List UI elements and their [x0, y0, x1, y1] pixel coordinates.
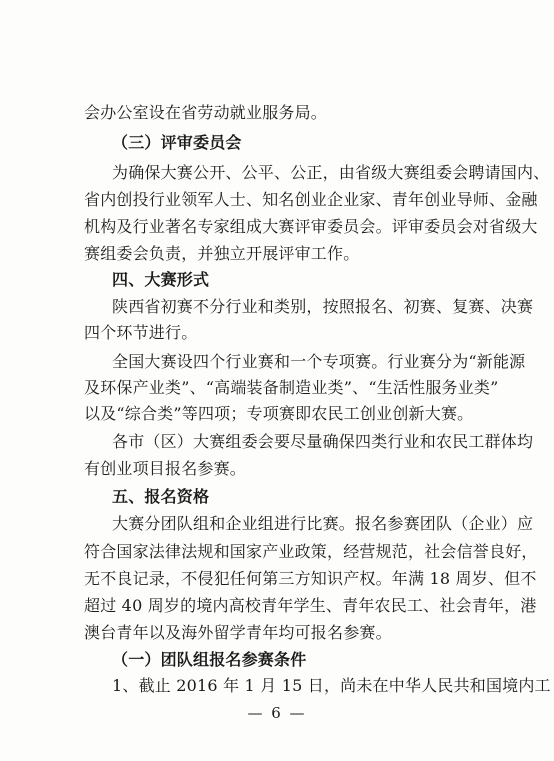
text-line: 陕西省初赛不分行业和类别，按照报名、初赛、复赛、决赛	[112, 297, 534, 316]
text-line: 超过 40 周岁的境内高校青年学生、青年农民工、社会青年，港	[84, 596, 537, 615]
text-line: 四个环节进行。	[84, 323, 198, 342]
section-heading-competition-format: 四、大赛形式	[112, 270, 210, 289]
section-heading-review-committee: （三）评审委员会	[112, 133, 242, 152]
subsection-heading-team-conditions: （一）团队组报名参赛条件	[112, 650, 307, 669]
text-line: 赛组委会负责，并独立开展评审工作。	[84, 244, 360, 263]
section-heading-eligibility: 五、报名资格	[112, 487, 210, 506]
text-line: 省内创投行业领军人士、知名创业企业家、青年创业导师、金融	[84, 190, 538, 209]
text-line: 符合国家法律法规和国家产业政策，经营规范，社会信誉良好，	[84, 542, 538, 561]
text-line: 为确保大赛公开、公平、公正，由省级大赛组委会聘请国内、	[112, 163, 550, 182]
text-line: 澳台青年以及海外留学青年均可报名参赛。	[84, 623, 392, 642]
text-line: 1、截止 2016 年 1 月 15 日，尚未在中华人民共和国境内工	[112, 676, 551, 695]
text-line: 大赛分团队组和企业组进行比赛。报名参赛团队（企业）应	[112, 514, 534, 533]
text-line: 各市（区）大赛组委会要尽量确保四类行业和农民工群体均	[112, 432, 534, 451]
text-line: 无不良记录，不侵犯任何第三方知识产权。年满 18 周岁、但不	[84, 569, 537, 588]
text-line: 以及“综合类”等四项；专项赛即农民工创业创新大赛。	[84, 404, 474, 423]
text-line: 及环保产业类”、“高端装备制造业类”、“生活性服务业类”	[84, 378, 499, 397]
text-line: 机构及行业著名专家组成大赛评审委员会。评审委员会对省级大	[84, 217, 538, 236]
text-line: 全国大赛设四个行业赛和一个专项赛。行业赛分为“新能源	[112, 352, 526, 371]
text-line: 会办公室设在省劳动就业服务局。	[84, 103, 328, 122]
text-line: 有创业项目报名参赛。	[84, 459, 247, 478]
page-number: — 6 —	[247, 704, 307, 722]
